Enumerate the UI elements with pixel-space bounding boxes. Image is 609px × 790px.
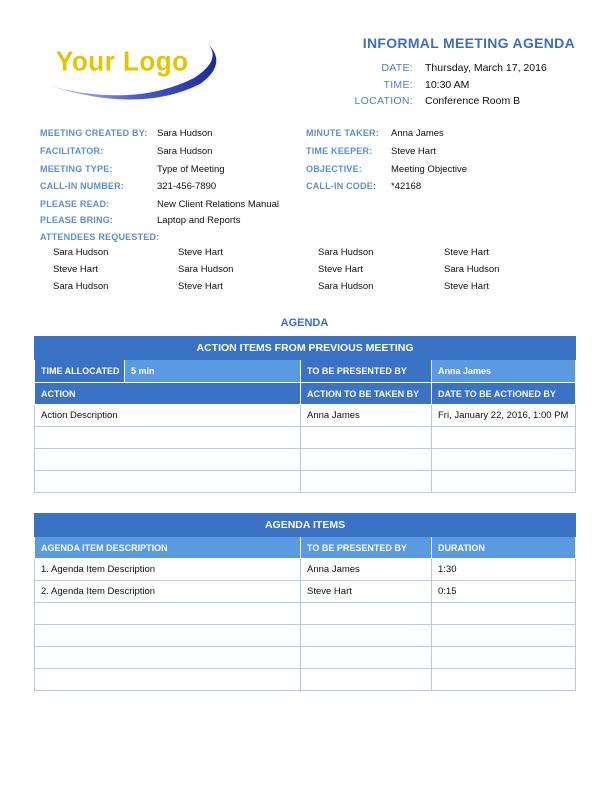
col-agenda-desc: AGENDA ITEM DESCRIPTION: [35, 537, 301, 559]
time-allocated-label: TIME ALLOCATED: [35, 360, 125, 383]
company-logo: [44, 30, 234, 102]
meeting-type-value: Type of Meeting: [157, 164, 225, 175]
table-cell: [432, 603, 576, 625]
col-duration: DURATION: [432, 537, 576, 559]
table-cell: [432, 449, 576, 471]
table-cell: Steve Hart: [301, 581, 432, 603]
callin-code-label: CALL-IN CODE:: [306, 181, 377, 191]
table-row: [35, 625, 576, 647]
attendee: Sara Hudson: [178, 264, 234, 275]
table-cell: [301, 449, 432, 471]
action-table-title: ACTION ITEMS FROM PREVIOUS MEETING: [35, 337, 576, 360]
table-cell: [301, 471, 432, 493]
attendee: Steve Hart: [178, 247, 223, 258]
presented-by-label: TO BE PRESENTED BY: [301, 360, 432, 383]
callin-code-value: *42168: [391, 181, 422, 192]
attendee: Sara Hudson: [53, 247, 109, 258]
facilitator-value: Sara Hudson: [157, 146, 213, 157]
table-cell: [301, 669, 432, 691]
table-row: [35, 581, 576, 603]
table-row: [35, 669, 576, 691]
table-cell: [301, 625, 432, 647]
col-presented-by: TO BE PRESENTED BY: [301, 537, 432, 559]
attendee: Sara Hudson: [318, 281, 374, 292]
table-cell: [301, 647, 432, 669]
table-row: [35, 647, 576, 669]
time-allocated-value: 5 min: [125, 360, 301, 383]
time-keeper-value: Steve Hart: [391, 146, 436, 157]
table-cell: [35, 625, 301, 647]
table-cell: [432, 625, 576, 647]
created-by-label: MEETING CREATED BY:: [40, 128, 148, 138]
attendees-label: ATTENDEES REQUESTED:: [40, 232, 160, 242]
please-read-label: PLEASE READ:: [40, 199, 110, 209]
table-row: [35, 405, 576, 427]
table-cell: [301, 603, 432, 625]
table-cell: [35, 427, 301, 449]
table-cell: Anna James: [301, 405, 432, 427]
please-bring-value: Laptop and Reports: [157, 215, 241, 226]
table-cell: [35, 449, 301, 471]
table-cell: [432, 471, 576, 493]
attendee: Steve Hart: [318, 264, 363, 275]
table-cell: [35, 471, 301, 493]
objective-label: OBJECTIVE:: [306, 164, 363, 174]
please-read-value: New Client Relations Manual: [157, 199, 279, 210]
attendee: Sara Hudson: [53, 281, 109, 292]
meeting-type-label: MEETING TYPE:: [40, 164, 113, 174]
minute-taker-value: Anna James: [391, 128, 444, 139]
table-cell: 0:15: [432, 581, 576, 603]
logo-text: Your Logo: [56, 45, 189, 77]
facilitator-label: FACILITATOR:: [40, 146, 104, 156]
table-cell: [432, 647, 576, 669]
created-by-value: Sara Hudson: [157, 128, 213, 139]
table-cell: Fri, January 22, 2016, 1:00 PM: [432, 405, 576, 427]
date-label: DATE:: [381, 62, 413, 74]
please-bring-label: PLEASE BRING:: [40, 215, 114, 225]
table-row: [35, 559, 576, 581]
presented-by-value: Anna James: [432, 360, 576, 383]
time-value: 10:30 AM: [425, 79, 470, 91]
table-cell: [35, 603, 301, 625]
col-taken-by: ACTION TO BE TAKEN BY: [301, 383, 432, 405]
attendee: Steve Hart: [444, 281, 489, 292]
table-cell: [432, 669, 576, 691]
location-label: LOCATION:: [354, 95, 413, 107]
attendee: Sara Hudson: [318, 247, 374, 258]
attendee: Sara Hudson: [444, 264, 500, 275]
callin-number-label: CALL-IN NUMBER:: [40, 181, 124, 191]
time-label: TIME:: [383, 79, 413, 91]
table-row: [35, 427, 576, 449]
location-value: Conference Room B: [425, 95, 521, 107]
action-items-table: [34, 336, 576, 493]
table-cell: 1. Agenda Item Description: [35, 559, 301, 581]
agenda-table-title: AGENDA ITEMS: [35, 514, 576, 537]
table-cell: 1:30: [432, 559, 576, 581]
table-row: [35, 471, 576, 493]
table-row: [35, 449, 576, 471]
page-title: INFORMAL MEETING AGENDA: [362, 35, 575, 51]
table-cell: Anna James: [301, 559, 432, 581]
attendee: Steve Hart: [444, 247, 489, 258]
table-cell: [35, 647, 301, 669]
attendee: Steve Hart: [53, 264, 98, 275]
table-cell: [301, 427, 432, 449]
table-row: [35, 603, 576, 625]
minute-taker-label: MINUTE TAKER:: [306, 128, 379, 138]
attendee: Steve Hart: [178, 281, 223, 292]
table-cell: 2. Agenda Item Description: [35, 581, 301, 603]
objective-value: Meeting Objective: [391, 164, 468, 175]
table-cell: [35, 669, 301, 691]
table-cell: Action Description: [35, 405, 301, 427]
col-date: DATE TO BE ACTIONED BY: [432, 383, 576, 405]
table-cell: [432, 427, 576, 449]
agenda-heading: AGENDA: [280, 317, 329, 329]
col-action: ACTION: [35, 383, 301, 405]
callin-number-value: 321-456-7890: [157, 181, 217, 192]
agenda-items-table: [34, 513, 576, 691]
time-keeper-label: TIME KEEPER:: [306, 146, 373, 156]
date-value: Thursday, March 17, 2016: [425, 62, 547, 74]
